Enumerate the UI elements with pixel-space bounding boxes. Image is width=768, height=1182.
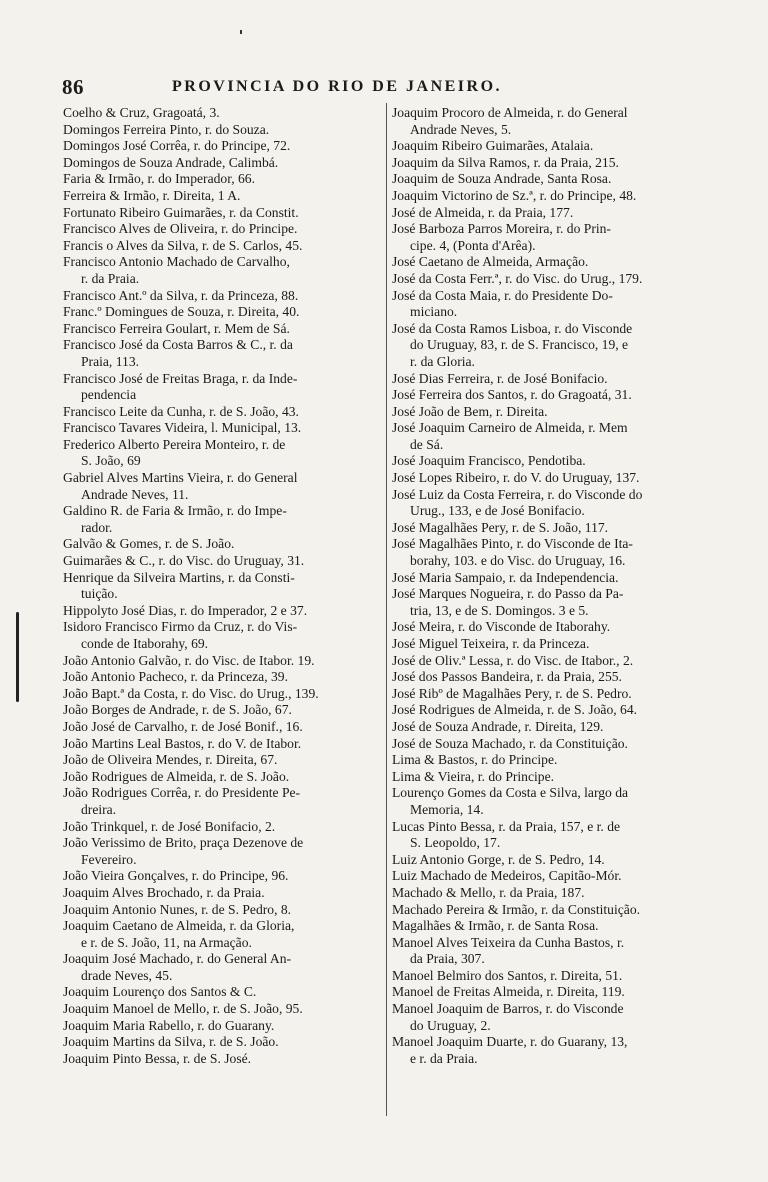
directory-entry: Machado Pereira & Irmão, r. da Constituição.	[392, 901, 641, 917]
directory-entry: Joaquim Ribeiro Guimarães, Atalaia.	[392, 138, 594, 154]
directory-entry: Joaquim Procoro de Almeida, r. do General	[392, 105, 628, 120]
directory-entry: João Borges de Andrade, r. de S. João, 67.	[63, 702, 292, 718]
directory-entry: João Trinkquel, r. de José Bonifacio, 2.	[63, 818, 276, 834]
directory-entry-continuation: Memoria, 14.	[410, 801, 484, 817]
directory-entry: João Vieira Gonçalves, r. do Principe, 96.	[63, 868, 289, 884]
directory-entry-continuation: e r. de S. João, 11, na Armação.	[81, 934, 252, 950]
directory-entry: Manoel Alves Teixeira da Cunha Bastos, r.	[392, 934, 625, 950]
directory-entry: Manoel de Freitas Almeida, r. Direita, 119.	[392, 984, 625, 1000]
directory-entry: Galdino R. de Faria & Irmão, r. do Impe-	[63, 503, 287, 519]
page-title: PROVINCIA DO RIO DE JANEIRO.	[172, 78, 503, 95]
directory-entry: José Meira, r. do Visconde de Itaborahy.	[392, 619, 611, 635]
directory-entry-continuation: dreira.	[81, 801, 117, 817]
directory-entry-continuation: S. Leopoldo, 17.	[410, 835, 501, 851]
directory-entry: Francisco Ferreira Goulart, r. Mem de Sá.	[63, 320, 290, 336]
directory-entry: Henrique da Silveira Martins, r. da Consti-	[63, 569, 295, 585]
directory-entry: Francisco Tavares Videira, l. Municipal, 13.	[63, 420, 302, 436]
directory-entry: José de Souza Machado, r. da Constituição.	[392, 735, 628, 751]
column-divider	[386, 103, 387, 1116]
directory-entry: José Maria Sampaio, r. da Independencia.	[392, 569, 619, 585]
directory-entry-continuation: miciano.	[410, 304, 458, 320]
directory-entry: José Marques Nogueira, r. do Passo da Pa-	[392, 586, 624, 602]
directory-entry-continuation: tria, 13, e de S. Domingos. 3 e 5.	[410, 602, 589, 618]
directory-entry-continuation: Andrade Neves, 5.	[410, 121, 512, 137]
directory-entry: Joaquim Caetano de Almeida, r. da Gloria,	[63, 918, 295, 934]
directory-entry: Gabriel Alves Martins Vieira, r. do General	[63, 470, 298, 486]
directory-entry: Joaquim José Machado, r. do General An-	[63, 951, 292, 967]
directory-entry: Joaquim Pinto Bessa, r. de S. José.	[63, 1050, 252, 1066]
directory-entry: Faria & Irmão, r. do Imperador, 66.	[63, 171, 255, 187]
directory-entry-continuation: drade Neves, 45.	[81, 967, 173, 983]
directory-entry: Frederico Alberto Pereira Monteiro, r. de	[63, 436, 286, 452]
directory-entry: José Luiz da Costa Ferreira, r. do Visconde do	[392, 486, 643, 502]
directory-entry: João José de Carvalho, r. de José Bonif., 16.	[63, 718, 303, 734]
directory-entry-continuation: r. da Gloria.	[410, 353, 475, 369]
directory-entry: Joaquim da Silva Ramos, r. da Praia, 215.	[392, 154, 619, 170]
directory-entry: Luiz Machado de Medeiros, Capitão-Mór.	[392, 868, 622, 884]
directory-entry: Francisco Leite da Cunha, r. de S. João, 43.	[63, 403, 299, 419]
directory-entry-continuation: da Praia, 307.	[410, 951, 485, 967]
directory-entry: José da Costa Ramos Lisboa, r. do Visconde	[392, 320, 633, 336]
directory-entry: Francisco José de Freitas Braga, r. da Inde-	[63, 370, 298, 386]
directory-entry: Lima & Bastos, r. do Principe.	[392, 752, 558, 768]
directory-entry: José de Oliv.ª Lessa, r. do Visc. de Itabor., 2.	[392, 652, 634, 668]
right-column	[392, 105, 729, 1067]
directory-entry-continuation: borahy, 103. e do Visc. do Uruguay, 16.	[410, 553, 626, 569]
directory-entry: Fortunato Ribeiro Guimarães, r. da Constit.	[63, 204, 299, 220]
directory-entry: José Ferreira dos Santos, r. do Gragoatá, 31.	[392, 387, 632, 403]
directory-entry: Francisco Antonio Machado de Carvalho,	[63, 254, 290, 270]
directory-entry: Francisco Ant.º da Silva, r. da Princeza, 88.	[63, 287, 299, 303]
directory-entry: Manoel Joaquim de Barros, r. do Visconde	[392, 1001, 624, 1017]
directory-entry: Coelho & Cruz, Gragoatá, 3.	[63, 105, 220, 120]
directory-entry: Manoel Belmiro dos Santos, r. Direita, 51.	[392, 967, 623, 983]
directory-entry: José Ribº de Magalhães Pery, r. de S. Pedro.	[392, 685, 632, 701]
directory-entry-continuation: de Sá.	[410, 436, 444, 452]
directory-entry: João Rodrigues de Almeida, r. de S. João.	[63, 768, 290, 784]
directory-entry: José Rodrigues de Almeida, r. de S. João, 64.	[392, 702, 638, 718]
directory-entry: Ferreira & Irmão, r. Direita, 1 A.	[63, 187, 241, 203]
directory-entry-continuation: Urug., 133, e de José Bonifacio.	[410, 503, 585, 519]
directory-entry: Lima & Vieira, r. do Principe.	[392, 768, 555, 784]
directory-entry: Luiz Antonio Gorge, r. de S. Pedro, 14.	[392, 851, 605, 867]
directory-entry: João Bapt.ª da Costa, r. do Visc. do Urug., 139.	[63, 685, 319, 701]
directory-entry: José Dias Ferreira, r. de José Bonifacio.	[392, 370, 608, 386]
directory-entry-continuation: Praia, 113.	[81, 353, 140, 369]
binding-mark	[15, 610, 20, 706]
directory-entry: José Lopes Ribeiro, r. do V. do Uruguay, 137.	[392, 470, 640, 486]
directory-entry: João Martins Leal Bastos, r. do V. de Itabor.	[63, 735, 302, 751]
directory-entry: Joaquim Victorino de Sz.ª, r. do Principe, 48.	[392, 187, 637, 203]
directory-entry: José Barboza Parros Moreira, r. do Prin-	[392, 221, 611, 237]
directory-entry-continuation: cipe. 4, (Ponta d'Arêa).	[410, 237, 536, 253]
directory-entry: João Rodrigues Corrêa, r. do Presidente Pe-	[63, 785, 301, 801]
directory-entry: José da Costa Maia, r. do Presidente Do-	[392, 287, 613, 303]
directory-entry: José de Almeida, r. da Praia, 177.	[392, 204, 574, 220]
directory-entry: Domingos Ferreira Pinto, r. do Souza.	[63, 121, 270, 137]
directory-entry: Domingos de Souza Andrade, Calimbá.	[63, 154, 279, 170]
directory-entry: Francis o Alves da Silva, r. de S. Carlos, 45.	[63, 237, 303, 253]
directory-entry: Machado & Mello, r. da Praia, 187.	[392, 884, 585, 900]
directory-entry-continuation: e r. da Praia.	[410, 1050, 478, 1066]
directory-entry: João de Oliveira Mendes, r. Direita, 67.	[63, 752, 278, 768]
directory-entry-continuation: do Uruguay, 83, r. de S. Francisco, 19, e	[410, 337, 629, 353]
directory-entry: José de Souza Andrade, r. Direita, 129.	[392, 718, 604, 734]
directory-entry: Hippolyto José Dias, r. do Imperador, 2 e 37.	[63, 602, 308, 618]
directory-entry: Joaquim Manoel de Mello, r. de S. João, 95.	[63, 1001, 303, 1017]
directory-entry: Franc.º Domingues de Souza, r. Direita, 40.	[63, 304, 300, 320]
directory-entry-continuation: S. João, 69	[81, 453, 141, 469]
directory-entry-continuation: do Uruguay, 2.	[410, 1017, 491, 1033]
directory-entry: José Caetano de Almeida, Armação.	[392, 254, 589, 270]
directory-entry-continuation: Fevereiro.	[81, 851, 137, 867]
directory-entry-continuation: pendencia	[81, 387, 137, 403]
directory-entry: Francisco Alves de Oliveira, r. do Principe.	[63, 221, 298, 237]
directory-entry-continuation: rador.	[81, 519, 113, 535]
directory-entry: Lourenço Gomes da Costa e Silva, largo da	[392, 785, 629, 801]
directory-entry: José Magalhães Pery, r. de S. João, 117.	[392, 519, 609, 535]
directory-entry: José dos Passos Bandeira, r. da Praia, 255.	[392, 669, 622, 685]
directory-entry: João Antonio Pacheco, r. da Princeza, 39.	[63, 669, 288, 685]
directory-entry: José da Costa Ferr.ª, r. do Visc. do Urug., 179.	[392, 270, 643, 286]
directory-entry: Galvão & Gomes, r. de S. João.	[63, 536, 235, 552]
directory-entry: José João de Bem, r. Direita.	[392, 403, 548, 419]
print-speck	[240, 30, 242, 34]
page-header	[62, 75, 742, 99]
directory-entry: Joaquim Martins da Silva, r. de S. João.	[63, 1034, 279, 1050]
directory-entry: Joaquim Antonio Nunes, r. de S. Pedro, 8.	[63, 901, 292, 917]
left-column	[63, 105, 388, 1067]
directory-entry-continuation: tuição.	[81, 586, 118, 602]
directory-entry: Guimarães & C., r. do Visc. do Uruguay, 31.	[63, 553, 305, 569]
directory-entry: Magalhães & Irmão, r. de Santa Rosa.	[392, 918, 599, 934]
directory-entry: Isidoro Francisco Firmo da Cruz, r. do Vis-	[63, 619, 298, 635]
directory-entry: Joaquim Lourenço dos Santos & C.	[63, 984, 257, 1000]
directory-entry: Joaquim Alves Brochado, r. da Praia.	[63, 884, 265, 900]
directory-entry: Joaquim Maria Rabello, r. do Guarany.	[63, 1017, 275, 1033]
directory-entry: João Antonio Galvão, r. do Visc. de Itabor. 19.	[63, 652, 315, 668]
directory-entry: José Joaquim Francisco, Pendotiba.	[392, 453, 586, 469]
directory-entry: Manoel Joaquim Duarte, r. do Guarany, 13,	[392, 1034, 628, 1050]
directory-entry: Lucas Pinto Bessa, r. da Praia, 157, e r. de	[392, 818, 621, 834]
directory-entry: Domingos José Corrêa, r. do Principe, 72.	[63, 138, 291, 154]
directory-entry: João Verissimo de Brito, praça Dezenove de	[63, 835, 304, 851]
directory-entry-continuation: Andrade Neves, 11.	[81, 486, 189, 502]
directory-entry: José Joaquim Carneiro de Almeida, r. Mem	[392, 420, 628, 436]
directory-entry: José Miguel Teixeira, r. da Princeza.	[392, 636, 590, 651]
directory-entry: Francisco José da Costa Barros & C., r. da	[63, 337, 293, 353]
directory-entry: Joaquim de Souza Andrade, Santa Rosa.	[392, 171, 612, 187]
page-number: 86	[62, 75, 84, 99]
directory-entry-continuation: r. da Praia.	[81, 270, 140, 286]
directory-entry: José Magalhães Pinto, r. do Visconde de Ita-	[392, 536, 633, 552]
directory-entry-continuation: conde de Itaborahy, 69.	[81, 636, 209, 651]
